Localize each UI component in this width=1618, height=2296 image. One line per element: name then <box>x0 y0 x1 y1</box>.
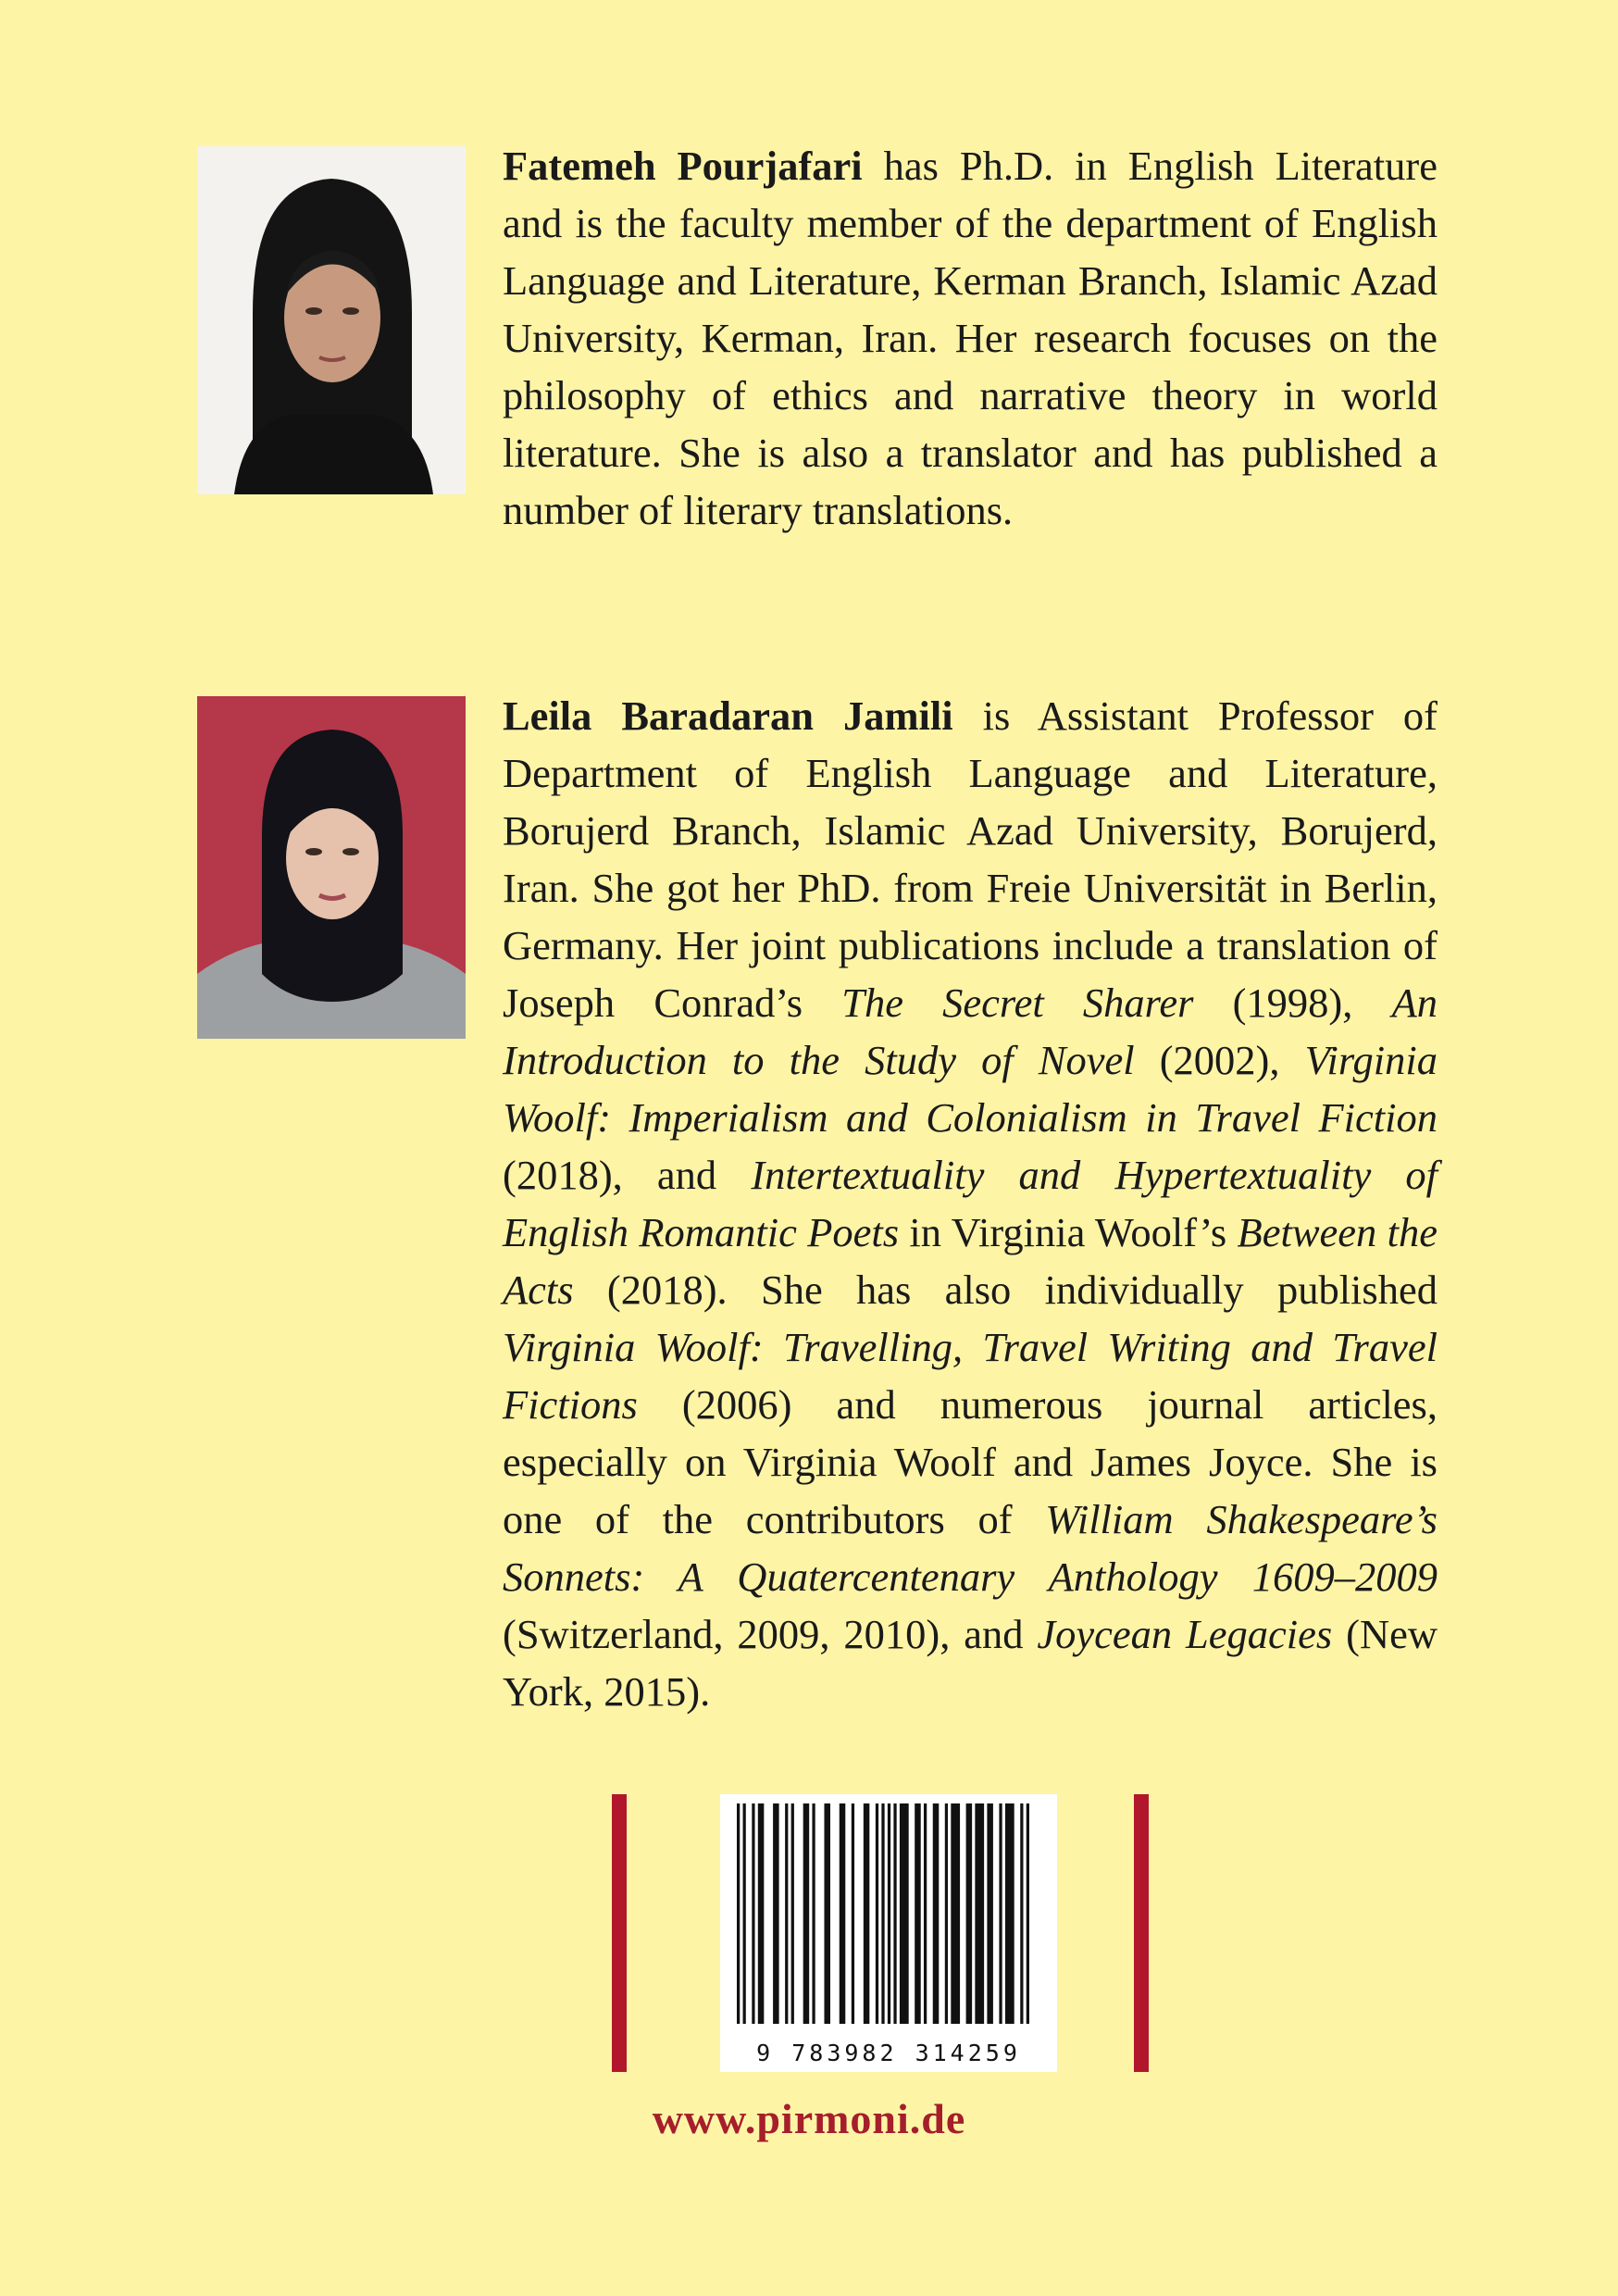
barcode-bar <box>933 1803 940 2024</box>
barcode-bar <box>1020 1803 1023 2024</box>
barcode-bar <box>924 1803 927 2024</box>
bio-text: in Virginia Woolf’s <box>899 1209 1238 1255</box>
barcode-bar <box>966 1803 973 2024</box>
bio-text: is Assistant Professor of Department of English Language and Literature, Borujerd Branch, Islamic Azad University, Borujerd, Iran. She got her PhD. from Freie Universität in Berlin, Germany. Her joint publications include a translation of Joseph Conrad’s <box>503 693 1438 1026</box>
isbn-barcode <box>720 1794 1057 2072</box>
barcode-bar <box>881 1803 884 2024</box>
barcode-bar <box>743 1803 746 2024</box>
book-title: Virginia Woolf: Imperialism and Colonialism in Travel Fiction <box>503 1037 1438 1141</box>
barcode-bar <box>824 1803 830 2024</box>
barcode-bar <box>758 1803 765 2024</box>
barcode-bar <box>999 1803 1002 2024</box>
bio-text: (2018), and <box>503 1152 752 1198</box>
barcode-bar <box>1027 1803 1029 2024</box>
bio-text: (New York, 2015). <box>503 1611 1438 1715</box>
barcode-bar <box>951 1803 960 2024</box>
author-photo-jamili <box>197 696 466 1039</box>
barcode-bar <box>737 1803 740 2024</box>
author-name: Fatemeh Pourjafari <box>503 143 863 189</box>
barcode-bar <box>840 1803 846 2024</box>
barcode-bar <box>785 1803 788 2024</box>
barcode-bar <box>876 1803 878 2024</box>
barcode-bar <box>752 1803 754 2024</box>
author-bio-pourjafari <box>503 137 1438 539</box>
author-photo-pourjafari <box>197 146 466 494</box>
book-title: William Shakespeare’s Sonnets: A Quatercentenary Anthology 1609–2009 <box>503 1496 1438 1600</box>
barcode-bar <box>987 1803 993 2024</box>
barcode-bar <box>1005 1803 1014 2024</box>
barcode-bar <box>893 1803 896 2024</box>
bio-text: (1998), <box>1193 980 1392 1026</box>
book-title: Virginia Woolf: Travelling, Travel Writing and Travel Fictions <box>503 1324 1438 1428</box>
barcode-bar <box>773 1803 779 2024</box>
author-name: Leila Baradaran Jamili <box>503 693 953 739</box>
barcode-bar <box>888 1803 890 2024</box>
barcode-bar <box>900 1803 909 2024</box>
bio-text: has Ph.D. in English Literature and is the faculty member of the department of English Language and Literature, Kerman Branch, Islamic Azad University, Kerman, Iran. Her research focuses on the philosophy of ethics and narrative theory in world literature. She is also a translator and has published a number of literary translations. <box>503 143 1438 533</box>
barcode-bars <box>731 1803 1046 2030</box>
barcode-digits: 9 783982 314259 <box>756 2040 1021 2066</box>
barcode-bar <box>945 1803 948 2024</box>
barcode-bar <box>864 1803 870 2024</box>
barcode-bar <box>812 1803 815 2024</box>
publisher-website[interactable]: www.pirmoni.de <box>652 2095 966 2142</box>
bio-text: (2006) and numerous journal articles, especially on Virginia Woolf and James Joyce. She is one of the contributors of <box>503 1381 1438 1542</box>
book-title: Between the Acts <box>503 1209 1438 1313</box>
book-title: Joycean Legacies <box>1037 1611 1333 1657</box>
bio-text: (2018). She has also individually published <box>573 1267 1438 1313</box>
book-title: Intertextuality and Hypertextuality of English Romantic Poets <box>503 1152 1438 1255</box>
decorative-red-bar-right <box>1134 1794 1149 2072</box>
author-bio-jamili <box>503 687 1438 1720</box>
barcode-bar <box>852 1803 854 2024</box>
barcode-bar <box>975 1803 984 2024</box>
book-title: An Introduction to the Study of Novel <box>503 980 1438 1083</box>
decorative-red-bar-left <box>612 1794 627 2072</box>
bio-text: (2002), <box>1134 1037 1305 1083</box>
book-title: The Secret Sharer <box>841 980 1194 1026</box>
barcode-bar <box>803 1803 810 2024</box>
bio-text: (Switzerland, 2009, 2010), and <box>503 1611 1038 1657</box>
barcode-bar <box>915 1803 921 2024</box>
barcode-bar <box>791 1803 794 2024</box>
